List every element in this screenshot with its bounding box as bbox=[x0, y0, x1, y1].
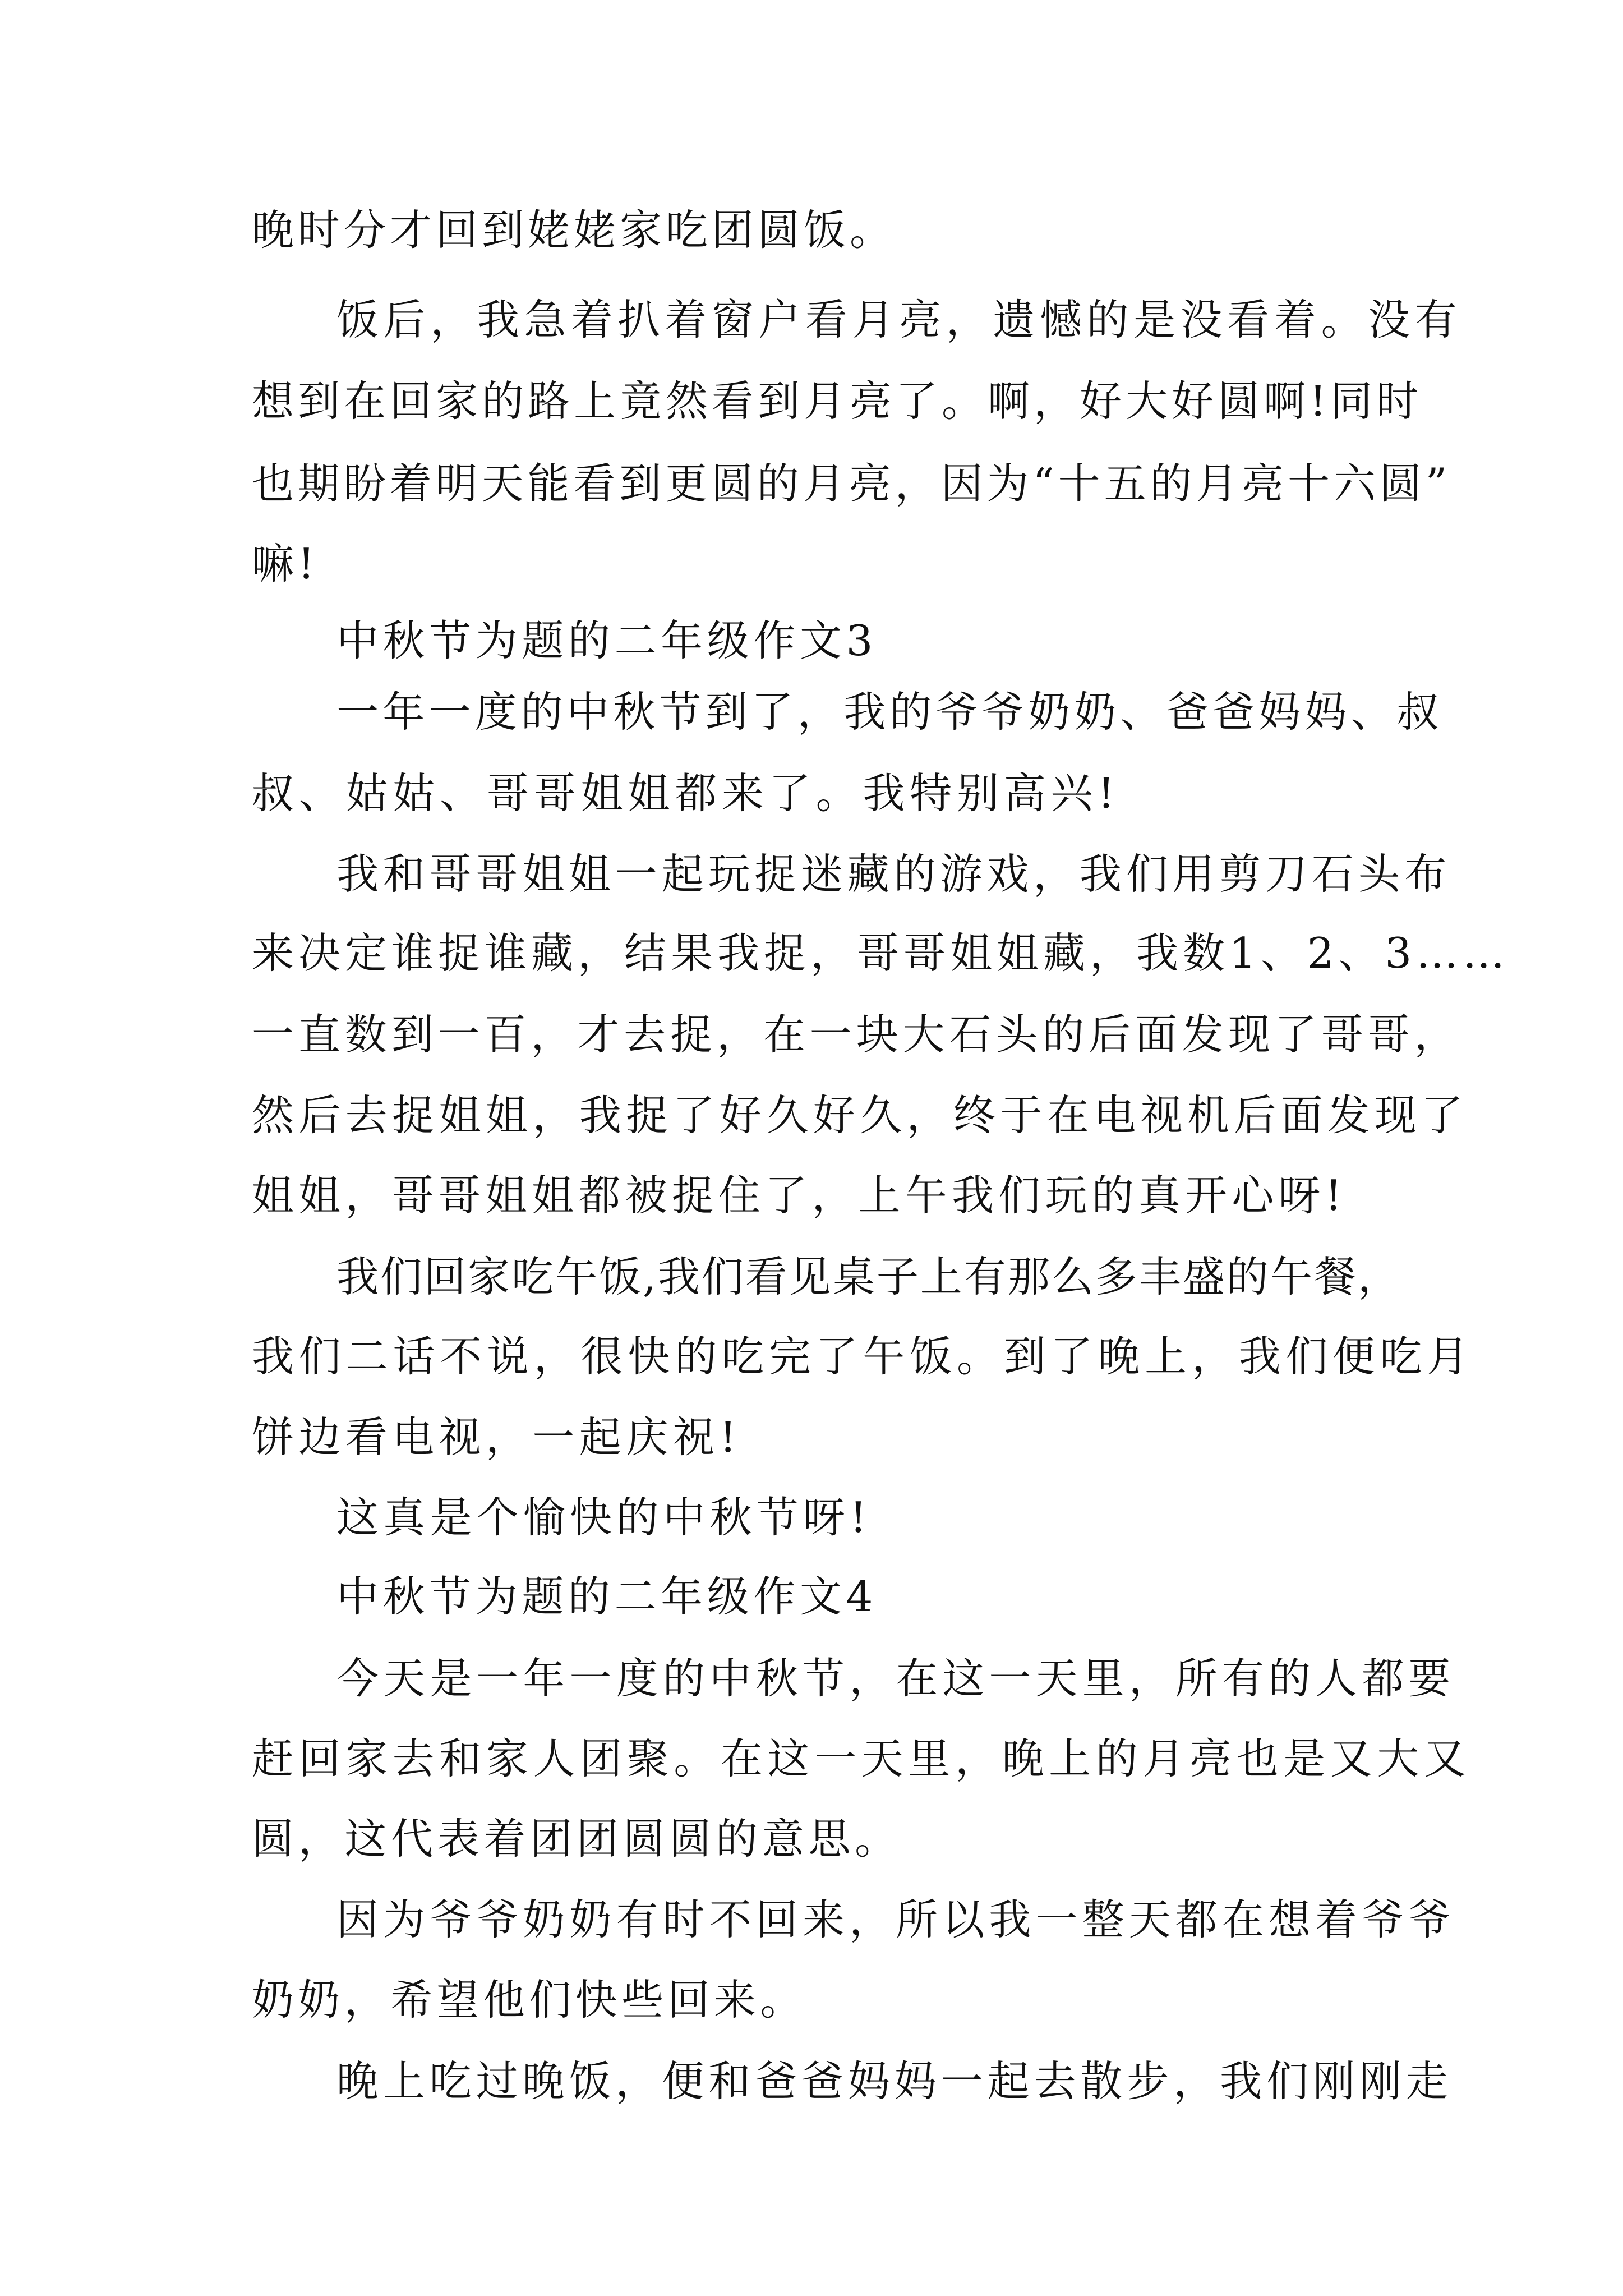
text-line: 奶奶，希望他们快些回来。 bbox=[252, 1975, 806, 2024]
text-line: 饼边看电视，一起庆祝! bbox=[252, 1412, 741, 1462]
text-line: 今天是一年一度的中秋节，在这一天里，所有的人都要 bbox=[336, 1654, 1455, 1703]
text-line: 姐姐，哥哥姐姐都被捉住了，上午我们玩的真开心呀! bbox=[252, 1171, 1347, 1220]
text-line: 晚时分才回到姥姥家吃团圆饭。 bbox=[252, 205, 896, 255]
text-line: 圆，这代表着团团圆圆的意思。 bbox=[252, 1814, 901, 1864]
section-heading: 中秋节为题的二年级作文3 bbox=[336, 616, 877, 665]
section-heading: 中秋节为题的二年级作文4 bbox=[336, 1572, 877, 1621]
text-line: 我和哥哥姐姐一起玩捉迷藏的游戏，我们用剪刀石头布 bbox=[336, 849, 1451, 899]
text-line: 然后去捉姐姐，我捉了好久好久，终于在电视机后面发现了 bbox=[252, 1091, 1468, 1140]
text-line: 叔、姑姑、哥哥姐姐都来了。我特别高兴! bbox=[252, 769, 1120, 818]
text-line: 想到在回家的路上竟然看到月亮了。啊，好大好圆啊!同时 bbox=[252, 376, 1423, 426]
text-line: 这真是个愉快的中秋节呀! bbox=[336, 1493, 872, 1542]
text-line: 也期盼着明天能看到更圆的月亮，因为“十五的月亮十六圆” bbox=[252, 459, 1451, 508]
text-line: 饭后，我急着扒着窗户看月亮，遗憾的是没看着。没有 bbox=[336, 295, 1462, 344]
text-line: 赶回家去和家人团聚。在这一天里，晚上的月亮也是又大又 bbox=[252, 1734, 1471, 1783]
text-line: 我们回家吃午饭,我们看见桌子上有那么多丰盛的午餐， bbox=[336, 1252, 1401, 1301]
text-line: 一年一度的中秋节到了，我的爷爷奶奶、爸爸妈妈、叔 bbox=[336, 687, 1443, 737]
text-line: 一直数到一百，才去捉，在一块大石头的后面发现了哥哥， bbox=[252, 1010, 1461, 1059]
text-line: 我们二话不说，很快的吃完了午饭。到了晚上，我们便吃月 bbox=[252, 1332, 1474, 1381]
text-line: 因为爷爷奶奶有时不回来，所以我一整天都在想着爷爷 bbox=[336, 1895, 1455, 1944]
text-line: 来决定谁捉谁藏，结果我捉，哥哥姐姐藏，我数1、2、3…… bbox=[252, 928, 1510, 978]
text-line: 嘛! bbox=[252, 539, 319, 588]
text-line: 晚上吃过晚饭，便和爸爸妈妈一起去散步，我们刚刚走 bbox=[336, 2056, 1453, 2106]
